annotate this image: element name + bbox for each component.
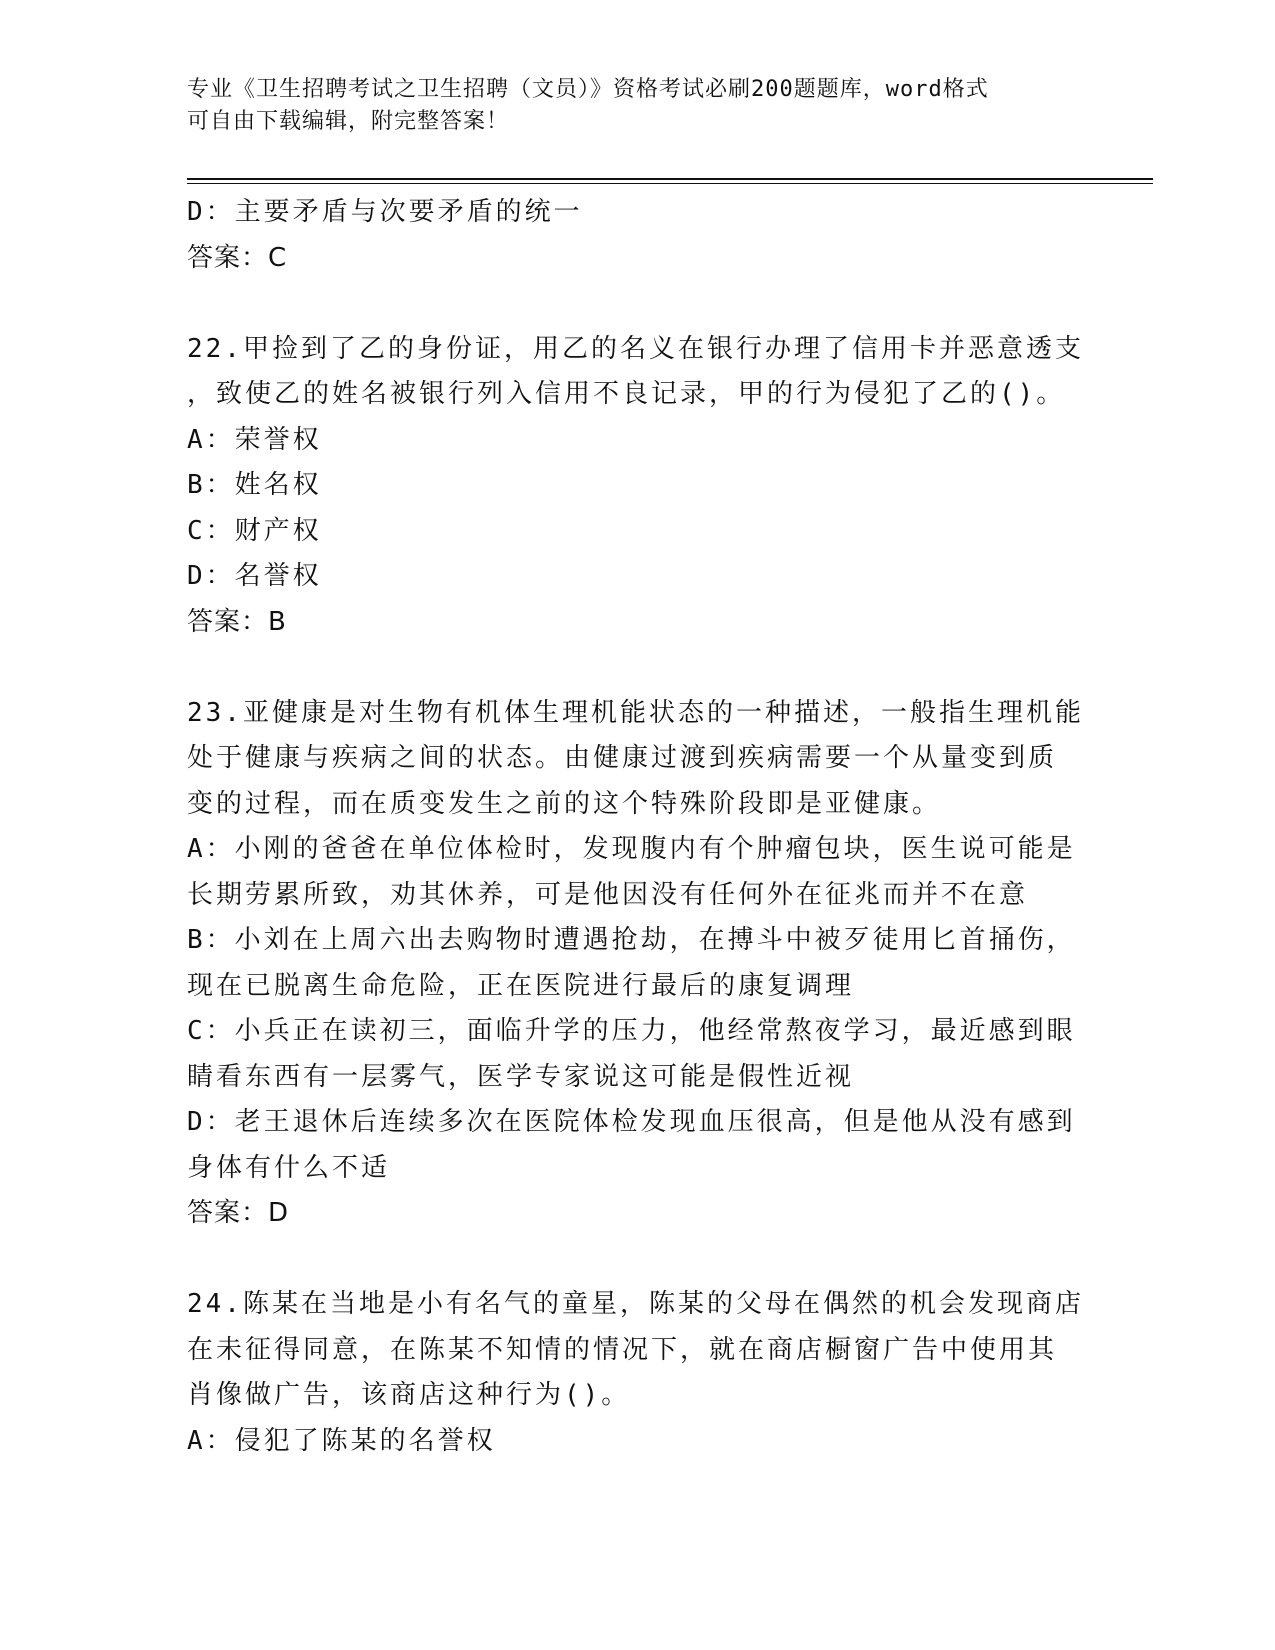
q22-text-line-2: ，致使乙的姓名被银行列入信用不良记录，甲的行为侵犯了乙的()。 [187,379,1066,409]
q23-option-a-line-2: 长期劳累所致，劝其休养，可是他因没有任何外在征兆而并不在意 [187,879,1029,910]
q24-text-line-2: 在未征得同意，在陈某不知情的情况下，就在商店橱窗广告中使用其 [187,1334,1058,1365]
q23-option-d-line-1: D：老王退休后连续多次在医院体检发现血压很高，但是他从没有感到 [187,1107,1076,1137]
header-divider-thin [187,183,1153,184]
q23-option-c-line-1: C：小兵正在读初三，面临升学的压力，他经常熬夜学习，最近感到眼 [187,1016,1076,1046]
q24-text-line-3: 肖像做广告，该商店这种行为()。 [187,1380,631,1410]
q23-text-line-1: 23.亚健康是对生物有机体生理机能状态的一种描述，一般指生理机能 [187,697,1084,728]
q23-option-b-line-1: B：小刘在上周六出去购物时遭遇抢劫，在搏斗中被歹徒用匕首捅伤， [187,925,1076,955]
q21-option-d: D：主要矛盾与次要矛盾的统一 [187,197,583,227]
document-header [187,74,1087,138]
q23-option-a-line-1: A：小刚的爸爸在单位体检时，发现腹内有个肿瘤包块，医生说可能是 [187,834,1076,864]
spacer [187,1237,1087,1283]
q21-answer: 答案：C [187,242,288,273]
q22-answer: 答案：B [187,606,287,637]
q23-text-line-3: 变的过程，而在质变发生之前的这个特殊阶段即是亚健康。 [187,788,942,819]
q22-option-a: A：荣誉权 [187,424,322,455]
q22-option-c: C：财产权 [187,515,322,546]
q23-answer: 答案：D [187,1198,290,1228]
q23-option-d-line-2: 身体有什么不适 [187,1152,391,1183]
header-line-2: 可自由下载编辑，附完整答案！ [187,109,510,134]
spacer [187,281,1087,327]
q23-text-line-2: 处于健康与疾病之间的状态。由健康过渡到疾病需要一个从量变到质 [187,743,1058,773]
header-divider-thick [187,178,1153,180]
q22-text-line-1: 22.甲捡到了乙的身份证，用乙的名义在银行办理了信用卡并恶意透支 [187,333,1084,364]
header-line-1: 专业《卫生招聘考试之卫生招聘（文员）》资格考试必刷200题题库，word格式 [187,77,989,102]
q23-option-c-line-2: 睛看东西有一层雾气，医学专家说这可能是假性近视 [187,1061,855,1092]
document-body [187,190,1087,1464]
q23-option-b-line-2: 现在已脱离生命危险，正在医院进行最后的康复调理 [187,970,855,1001]
spacer [187,645,1087,691]
q22-option-b: B：姓名权 [187,470,322,500]
q24-option-a: A：侵犯了陈某的名誉权 [187,1425,496,1456]
q22-option-d: D：名誉权 [187,561,322,591]
q24-text-line-1: 24.陈某在当地是小有名气的童星，陈某的父母在偶然的机会发现商店 [187,1289,1084,1319]
